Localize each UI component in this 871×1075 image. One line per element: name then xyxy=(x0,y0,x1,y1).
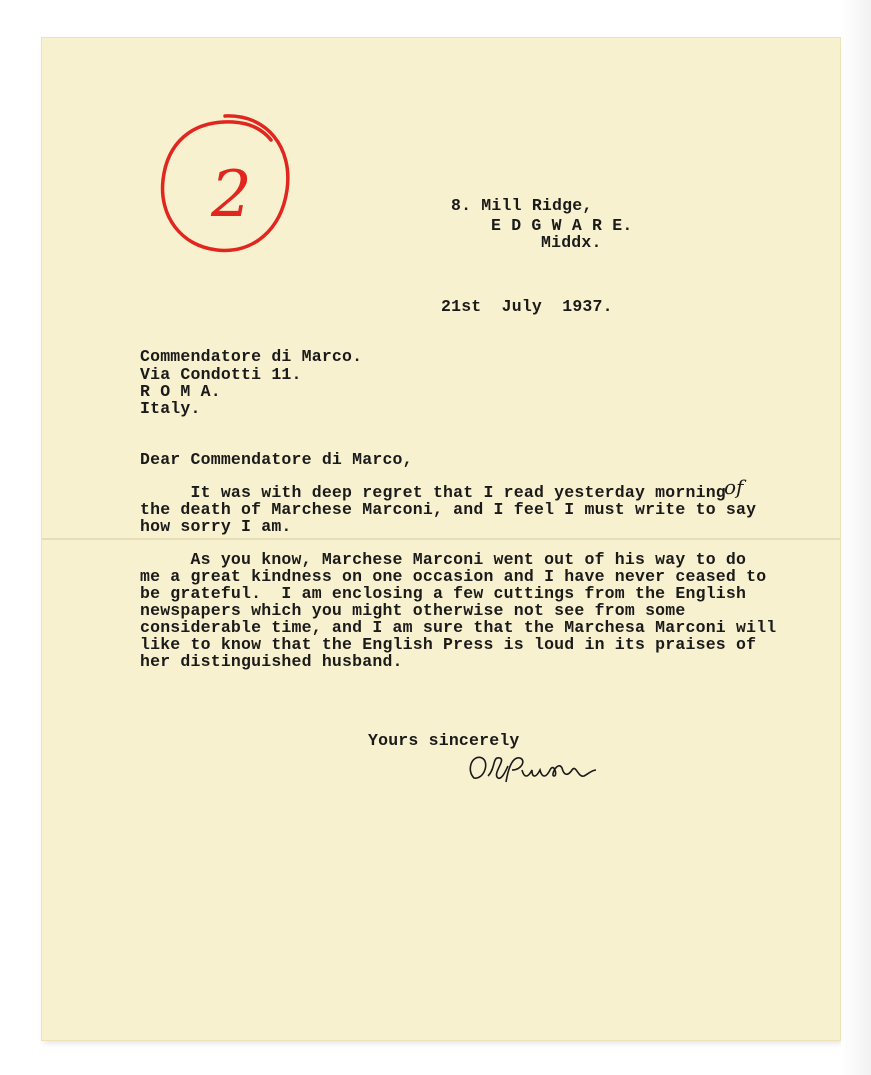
paragraph-1-line-2: the death of Marchese Marconi, and I feel I must write to say xyxy=(140,500,757,519)
paragraph-2-line-2: me a great kindness on one occasion and I have never ceased to xyxy=(140,567,767,586)
paragraph-2-line-1: As you know, Marchese Marconi went out of his way to do xyxy=(140,550,747,569)
paper-fold xyxy=(42,538,840,540)
scan-edge xyxy=(841,0,871,1075)
recipient-line-3: R O M A. xyxy=(140,382,221,401)
handwritten-insert xyxy=(722,472,752,502)
paragraph-2-line-3: be grateful. I am enclosing a few cuttings from the English xyxy=(140,584,747,603)
signature xyxy=(462,748,602,793)
paragraph-2-line-7: her distinguished husband. xyxy=(140,652,403,671)
letter-date: 21st July 1937. xyxy=(441,297,613,316)
recipient-line-4: Italy. xyxy=(140,399,201,418)
address-line-1: 8. Mill Ridge, xyxy=(451,196,593,215)
salutation: Dear Commendatore di Marco, xyxy=(140,450,413,469)
paragraph-2-line-6: like to know that the English Press is loud in its praises of xyxy=(140,635,757,654)
paragraph-1-line-1: It was with deep regret that I read yesterday morning xyxy=(140,483,726,502)
closing: Yours sincerely xyxy=(368,731,520,750)
recipient-line-1: Commendatore di Marco. xyxy=(140,347,363,366)
recipient-line-2: Via Condotti 11. xyxy=(140,365,302,384)
paragraph-2-line-5: considerable time, and I am sure that the Marchesa Marconi will xyxy=(140,618,777,637)
paragraph-1-line-3: how sorry I am. xyxy=(140,517,292,536)
address-line-3: Middx. xyxy=(541,233,602,252)
circled-page-number xyxy=(155,108,295,258)
handwritten-insert-text: of xyxy=(724,475,744,499)
page-number-mark: 2 xyxy=(211,158,252,232)
paragraph-2-line-4: newspapers which you might otherwise not see from some xyxy=(140,601,686,620)
address-line-2: E D G W A R E. xyxy=(491,216,633,235)
